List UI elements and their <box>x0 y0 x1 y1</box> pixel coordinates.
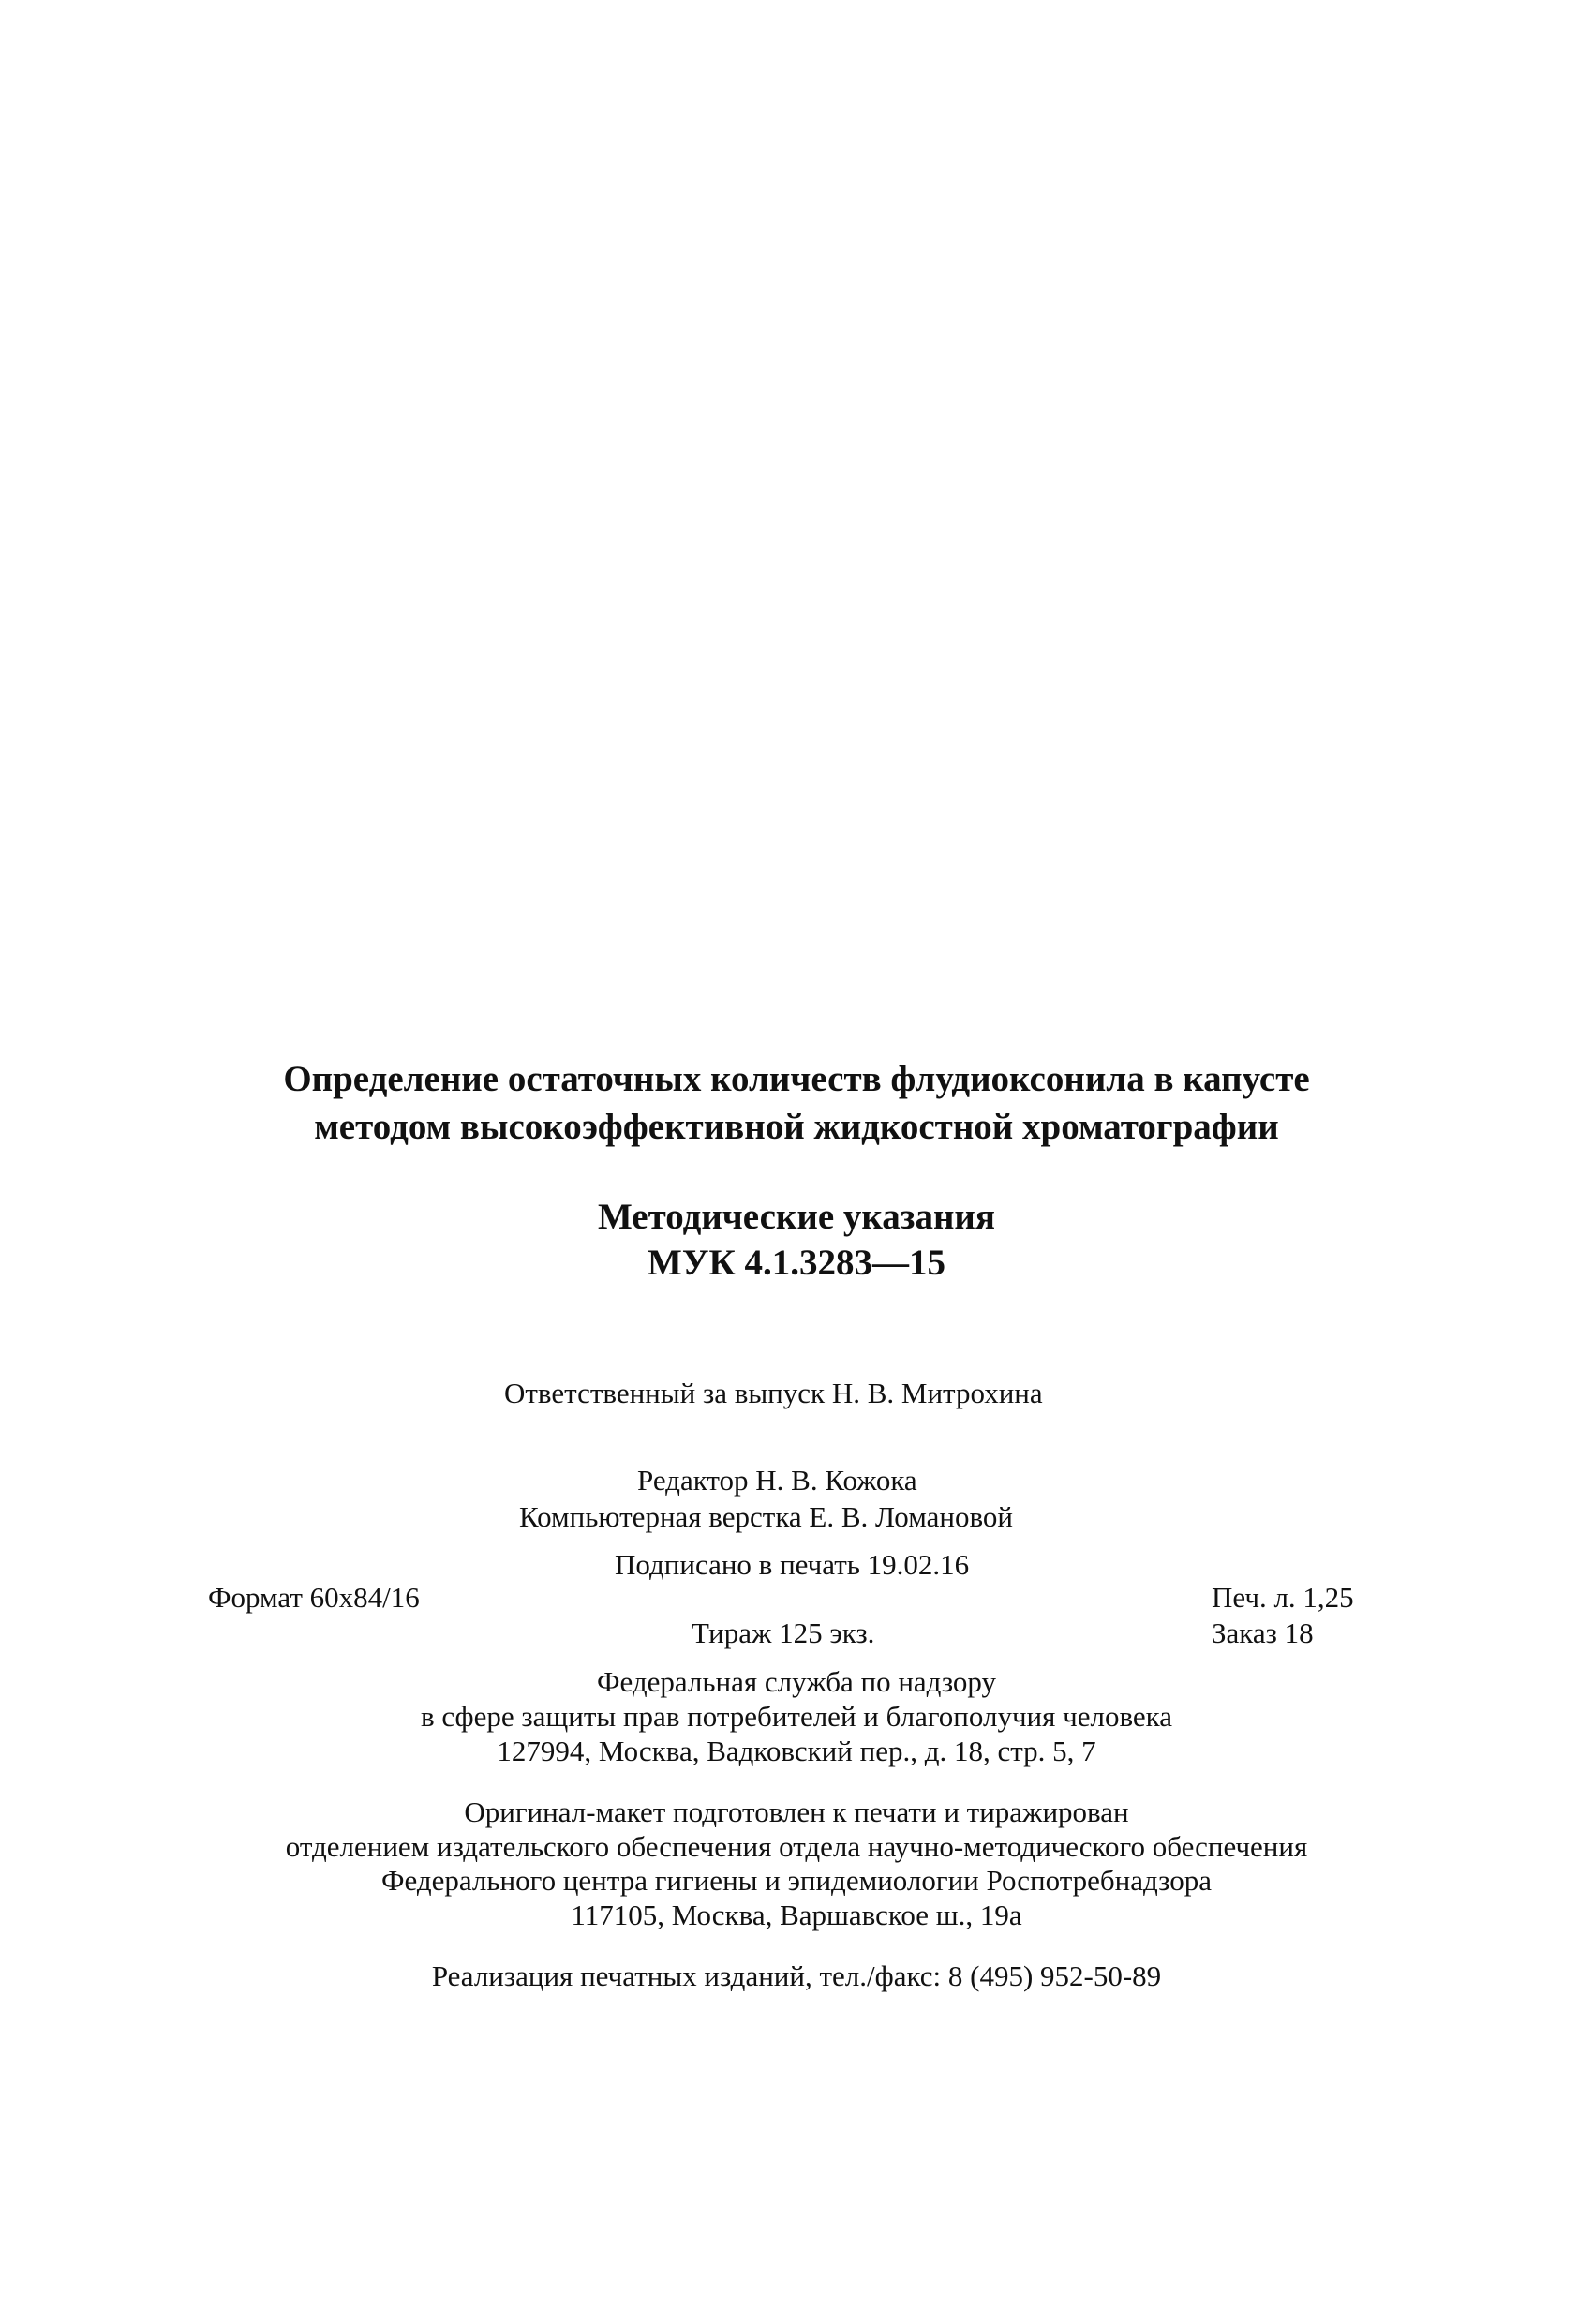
order-number: Заказ 18 <box>1212 1616 1314 1649</box>
title-line-2: методом высокоэффективной жидкостной хроматографии <box>314 1107 1279 1147</box>
printer-line-3: Федерального центра гигиены и эпидемиологии Роспотребнадзора <box>381 1864 1212 1897</box>
printed-sheets: Печ. л. 1,25 <box>1212 1581 1354 1614</box>
publisher-address: 127994, Москва, Вадковский пер., д. 18, стр. 5, 7 <box>497 1735 1096 1767</box>
publisher-line-1: Федеральная служба по надзору <box>597 1665 996 1698</box>
doc-code: МУК 4.1.3283—15 <box>648 1243 945 1283</box>
responsible-person: Ответственный за выпуск Н. В. Митрохина <box>504 1377 1043 1409</box>
editor-credit: Редактор Н. В. Кожока <box>637 1464 917 1497</box>
doc-type-label: Методические указания <box>597 1197 995 1237</box>
print-run: Тираж 125 экз. <box>692 1616 875 1649</box>
printer-line-2: отделением издательского обеспечения отдела научно-методического обеспечения <box>285 1830 1308 1863</box>
publisher-line-2: в сфере защиты прав потребителей и благополучия человека <box>420 1700 1173 1733</box>
layout-credit: Компьютерная верстка Е. В. Ломановой <box>519 1500 1013 1533</box>
printer-line-1: Оригинал-макет подготовлен к печати и тиражирован <box>464 1795 1129 1828</box>
printer-address: 117105, Москва, Варшавское ш., 19а <box>571 1899 1022 1931</box>
signed-to-print: Подписано в печать 19.02.16 <box>615 1548 970 1581</box>
title-line-1: Определение остаточных количеств флудиоксонила в капусте <box>283 1059 1310 1099</box>
paper-format: Формат 60х84/16 <box>208 1581 420 1614</box>
sales-contact: Реализация печатных изданий, тел./факс: 8 (495) 952-50-89 <box>431 1959 1162 1992</box>
